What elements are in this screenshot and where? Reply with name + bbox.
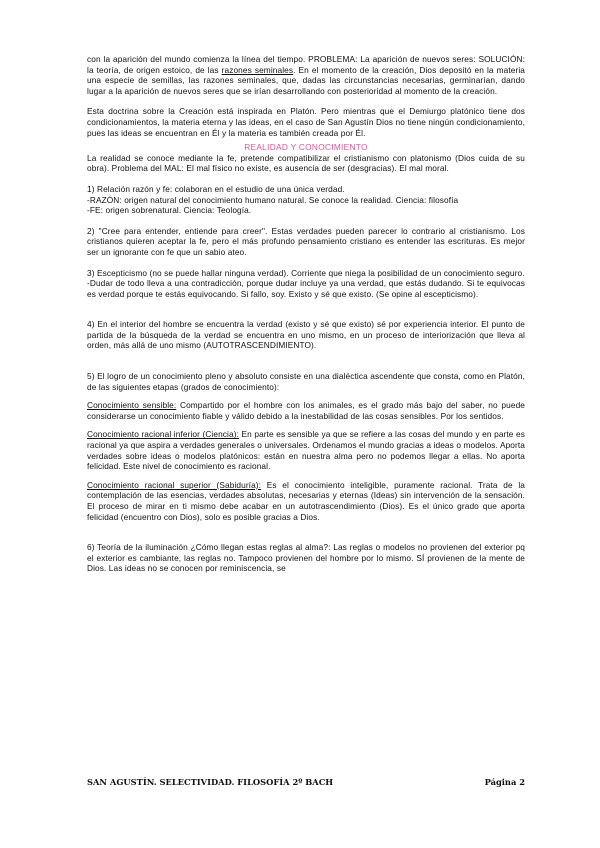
term: Conocimiento racional inferior (Ciencia):: [87, 429, 239, 440]
paragraph-iluminacion: 6) Teoría de la iluminación ¿Cómo llegan estas reglas al alma?: Las reglas o modelos no provienen del exterior pq el exterior es cambiante, las reglas no. Tampoco provienen del hombre por lo mismo. SÍ provienen de la mente de Dios. Las ideas no se conocen por reminiscencia, se: [87, 542, 525, 574]
text-run: . En el momento de la creación, Dios depositó en la materia una especie de semillas, las razones seminales, que, dadas las circunstancias necesarias, germinarían, dando lugar a la aparición de nuevos seres que se irían desarrollando con posterioridad al momento de la creación.: [87, 64, 525, 96]
paragraph-realidad-fe: La realidad se conoce mediante la fe, pretende compatibilizar el cristianismo con platonismo (Dios cuida de su obra). Problema del MAL: El mal físico no existe, es ausencia de ser (desgracias). El mal moral.: [87, 152, 525, 174]
term: Conocimiento sensible:: [87, 400, 177, 411]
paragraph-escepticismo-2: -Dudar de todo lleva a una contradicción, porque dudar incluye ya una verdad, que estás dudando. Si te equivocas es verdad porque te estás equivocando. Si fallo, soy. Existo y sé que existo. (Se opine al escepticismo).: [87, 278, 525, 299]
paragraph-conocimiento-sensible: [87, 400, 525, 421]
footer-title: SAN AGUSTÍN. SELECTIVIDAD. FILOSOFÍA 2º BACH: [87, 777, 334, 787]
text-run: En parte es sensible ya que se refiere a las cosas del mundo y en parte es racional ya que aspira a verdades generales o universales. Ordenamos el mundo gracias a ideas o modelos. Aporta verdades sobre ideas o modelos platónicos: están en nuestra alma pero no podemos llegar a ellas. No aporta felicidad. Este nivel de conocimiento es racional.: [87, 429, 525, 472]
page-body: [87, 54, 525, 574]
paragraph-dialectica: 5) El logro de un conocimiento pleno y absoluto consiste en una dialéctica ascendente que consta, como en Platón, de las siguientes etapas (grados de conocimiento):: [87, 371, 525, 392]
text-run: con la aparición del mundo comienza la línea del tiempo. PROBLEMA: La aparición de nuevos seres: SOLUCIÓN: la teoría, de origen estoico, de las: [87, 54, 525, 75]
paragraph-racional-inferior: [87, 429, 525, 471]
term: Conocimiento racional superior (Sabiduría):: [87, 479, 262, 490]
page-number: Página 2: [484, 777, 525, 787]
text-run: Compartido por el hombre con los animales, es el grado más bajo del saber, no puede considerarse un conocimiento fiable y válido debido a la inestabilidad de las cosas sensibles. Por los sentidos.: [87, 400, 526, 421]
section-heading: REALIDAD Y CONOCIMIENTO: [244, 142, 368, 153]
list-line: 1) Relación razón y fe: colaboran en el estudio de una única verdad.: [87, 183, 345, 194]
paragraph-razones-seminales: [87, 54, 525, 96]
underlined-term: razones seminales: [221, 64, 294, 75]
list-line: -RAZÓN: origen natural del conocimiento humano natural. Se conoce la realidad. Ciencia: filosofía: [87, 194, 459, 205]
list-line: -FE: origen sobrenatural. Ciencia: Teología.: [87, 205, 252, 216]
paragraph-racional-superior: [87, 480, 525, 522]
paragraph-cree-entender: 2) "Cree para entender, entiende para creer". Estas verdades pueden parecer lo contrario al cristianismo. Los cristianos quieren aceptar la fe, pero el más profundo pensamiento cristiano es entender las escrituras. Es mejor ser un ignorante con fe que un sabio ateo.: [87, 225, 525, 257]
paragraph-escepticismo: 3) Escepticismo (no se puede hallar ninguna verdad). Corriente que niega la posibilidad de un conocimiento seguro.: [87, 267, 525, 278]
page-footer: [87, 777, 525, 787]
text-run: Es el conocimiento inteligible, puramente racional. Trata de la contemplación de las esencias, verdades absolutas, necesarias y eternas (Ideas) sin intervención de la sensación. El proceso de mirar en ti mismo debe acabar en un autotrascendimiento (Dios). Es el único grado que aporta felicidad (encuentro con Dios), solo es posible gracias a Dios.: [87, 479, 525, 522]
paragraph-creacion-platon: Esta doctrina sobre la Creación está inspirada en Platón. Pero mientras que el Demiurgo platónico tiene dos condicionamientos, la materia eterna y las ideas, en el caso de San Agustín Dios no tiene ningún condicionamiento, pues las ideas se encuentran en Él y la materia es también creada por Él.: [87, 106, 525, 138]
paragraph-interior: 4) En el interior del hombre se encuentra la verdad (existo y sé que existo) sé por experiencia interior. El punto de partida de la búsqueda de la verdad se encuentra en uno mismo, en un proceso de interiorización que lleva al orden, más allá de uno mismo (AUTOTRASCENDIMIENTO).: [87, 319, 525, 351]
